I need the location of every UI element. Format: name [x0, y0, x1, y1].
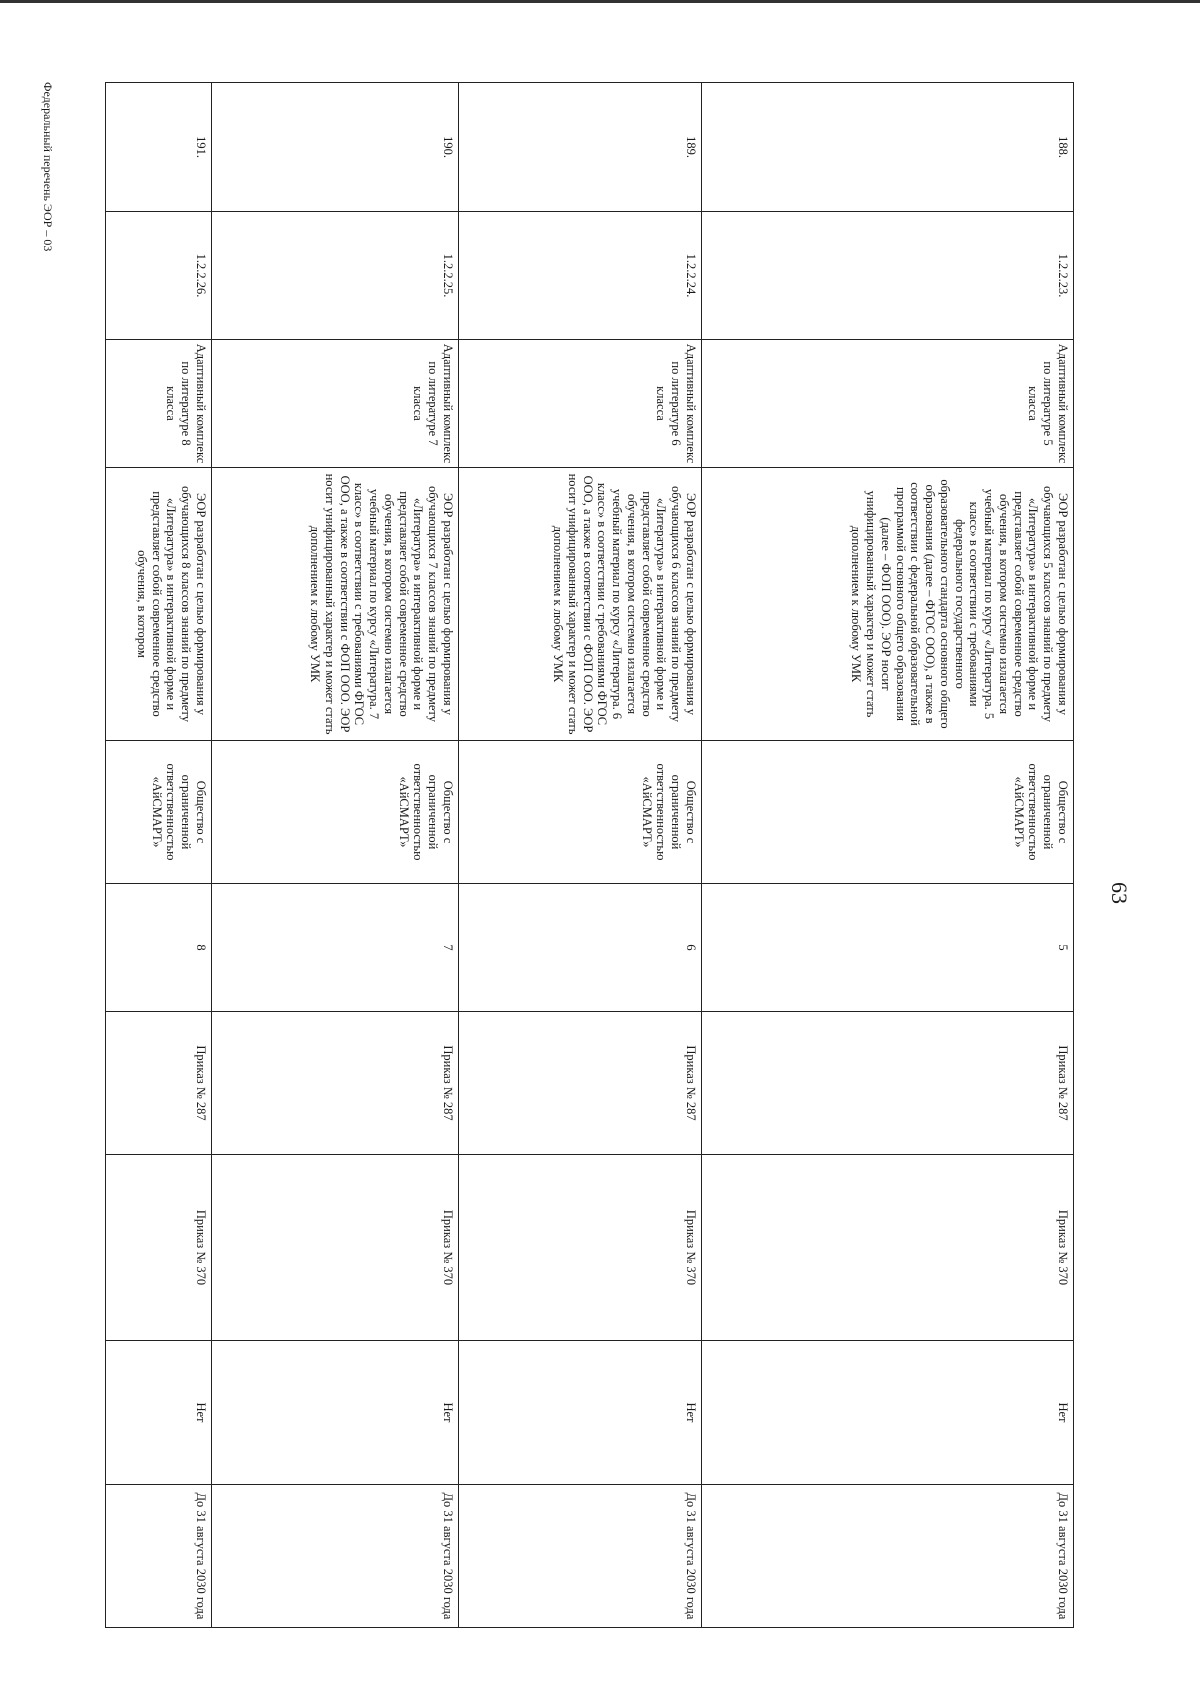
cell-order-287: Приказ № 287	[212, 1012, 459, 1155]
cell-description: ЭОР разработан с целью формирования у обучающихся 5 классов знаний по предмету «Литература» в интерактивной форме и представляет собой современное средство обучения, в котором системно излагается учебный материал по курсу «Литература. 5 класс» в соответствии с требованиями федерального государственного образовательного стандарта основного общего образования (далее – ФГОС ООО), а также в соответствии с федеральной образовательной программой основного общего образования (далее – ФОП ООО). ЭОР носит унифицированный характер и может стать дополнением к любому УМК	[702, 468, 1074, 741]
cell-term: До 31 августа 2030 года	[459, 1485, 702, 1628]
cell-order-287: Приказ № 287	[459, 1012, 702, 1155]
eor-table	[105, 82, 1074, 1628]
cell-approval: Нет	[702, 1341, 1074, 1485]
cell-number: 191.	[106, 83, 212, 212]
table-row	[459, 83, 702, 1628]
top-rule	[0, 0, 1200, 3]
eor-table-frame	[106, 82, 1074, 1627]
cell-name: Адаптивный комплекс по литературе 5 класса	[702, 340, 1074, 468]
cell-description: ЭОР разработан с целью формирования у обучающихся 7 классов знаний по предмету «Литература» в интерактивной форме и представляет собой современное средство обучения, в котором системно излагается учебный материал по курсу «Литература. 7 класс» в соответствии с требованиями ФГОС ООО, а также в соответствии с ФОП ООО. ЭОР носит унифицированный характер и может стать дополнением к любому УМК	[212, 468, 459, 741]
cell-organization: Общество с ограниченной ответственностью «АйСМАРТ»	[459, 741, 702, 884]
cell-code: 1.2.2.24.	[459, 212, 702, 340]
cell-description: ЭОР разработан с целью формирования у обучающихся 6 классов знаний по предмету «Литература» в интерактивной форме и представляет собой современное средство обучения, в котором системно излагается учебный материал по курсу «Литература. 6 класс» в соответствии с требованиями ФГОС ООО, а также в соответствии с ФОП ООО. ЭОР носит унифицированный характер и может стать дополнением к любому УМК	[459, 468, 702, 741]
table-row	[702, 83, 1074, 1628]
cell-organization: Общество с ограниченной ответственностью «АйСМАРТ»	[106, 741, 212, 884]
cell-order-287: Приказ № 287	[106, 1012, 212, 1155]
cell-order-370: Приказ № 370	[212, 1155, 459, 1341]
cell-term: До 31 августа 2030 года	[212, 1485, 459, 1628]
cell-term: До 31 августа 2030 года	[106, 1485, 212, 1628]
cell-order-370: Приказ № 370	[106, 1155, 212, 1341]
cell-order-370: Приказ № 370	[702, 1155, 1074, 1341]
cell-organization: Общество с ограниченной ответственностью «АйСМАРТ»	[702, 741, 1074, 884]
cell-code: 1.2.2.25.	[212, 212, 459, 340]
cell-grade: 7	[212, 884, 459, 1012]
cell-order-287: Приказ № 287	[702, 1012, 1074, 1155]
footer-text: Федеральный перечень ЭОР – 03	[41, 82, 55, 252]
cell-organization: Общество с ограниченной ответственностью «АйСМАРТ»	[212, 741, 459, 884]
cell-code: 1.2.2.26.	[106, 212, 212, 340]
cell-term: До 31 августа 2030 года	[702, 1485, 1074, 1628]
cell-approval: Нет	[212, 1341, 459, 1485]
page-number: 63	[1107, 882, 1132, 904]
cell-number: 189.	[459, 83, 702, 212]
cell-order-370: Приказ № 370	[459, 1155, 702, 1341]
cell-name: Адаптивный комплекс по литературе 6 класса	[459, 340, 702, 468]
cell-description: ЭОР разработан с целью формирования у обучающихся 8 классов знаний по предмету «Литература» в интерактивной форме и представляет собой современное средство обучения, в котором	[106, 468, 212, 741]
cell-grade: 6	[459, 884, 702, 1012]
cell-grade: 5	[702, 884, 1074, 1012]
cell-approval: Нет	[106, 1341, 212, 1485]
table-row	[106, 83, 212, 1628]
cell-number: 190.	[212, 83, 459, 212]
cell-approval: Нет	[459, 1341, 702, 1485]
cell-name: Адаптивный комплекс по литературе 8 класса	[106, 340, 212, 468]
cell-grade: 8	[106, 884, 212, 1012]
table-row	[212, 83, 459, 1628]
cell-code: 1.2.2.23.	[702, 212, 1074, 340]
cell-number: 188.	[702, 83, 1074, 212]
cell-name: Адаптивный комплекс по литературе 7 класса	[212, 340, 459, 468]
